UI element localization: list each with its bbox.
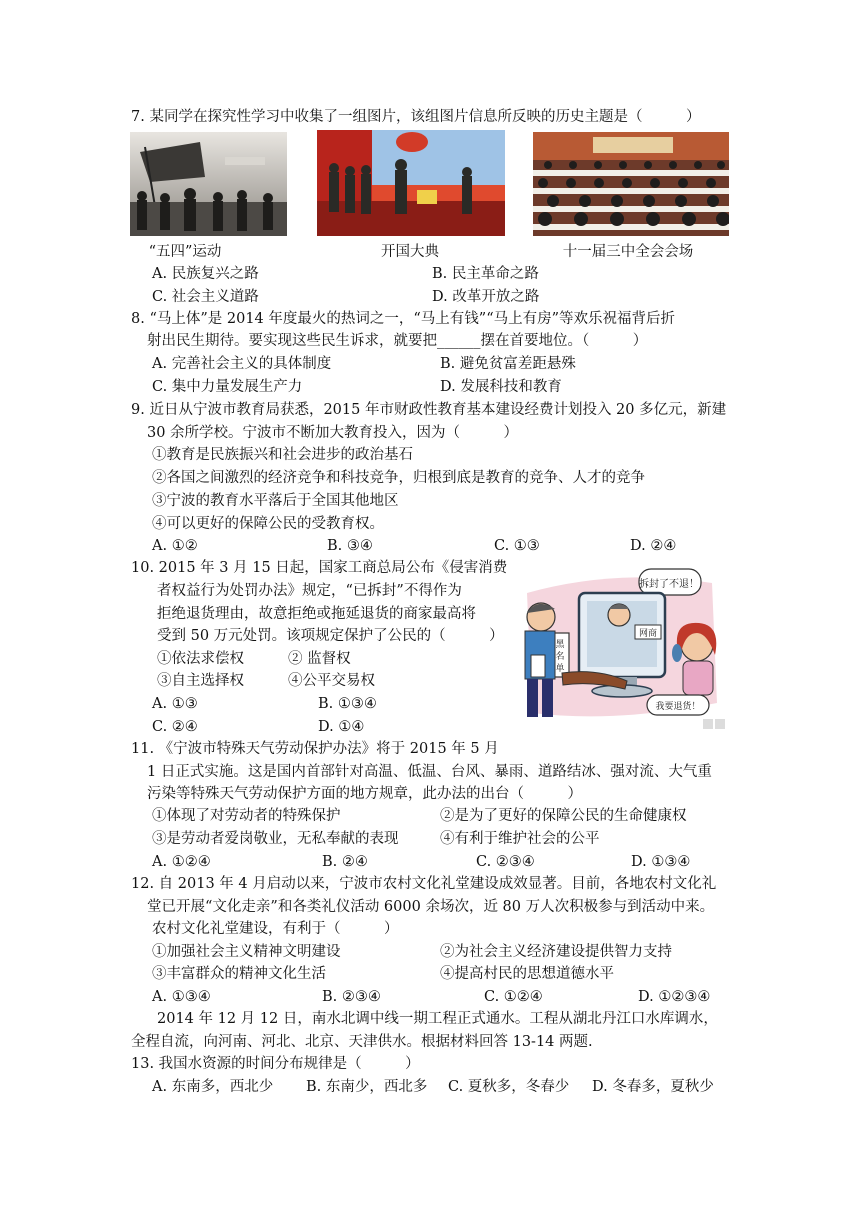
photo-third-plenum: [533, 132, 729, 236]
q13-stem: 13. 我国水资源的时间分布规律是（ ）: [131, 1056, 420, 1072]
photo-may-fourth: [130, 132, 287, 236]
caption-third-plenum: 十一届三中全会会场: [562, 244, 694, 260]
cartoon-screen-label: 网商: [638, 629, 658, 639]
q12-item-1: ①加强社会主义精神文明建设: [152, 944, 341, 960]
q11-item-4: ④有利于维护社会的公平: [440, 831, 600, 847]
q9-option-b: B. ③④: [327, 538, 373, 554]
q13-option-d: D. 冬春多，夏秋少: [592, 1079, 714, 1095]
q11-item-2: ②是为了更好的保障公民的生命健康权: [440, 808, 687, 824]
q8-option-a: A. 完善社会主义的具体制度: [152, 356, 332, 372]
q10-stem-line-2: 者权益行为处罚办法》规定，“已拆封”不得作为: [157, 583, 462, 599]
q10-stem-line-1: 10. 2015 年 3 月 15 日起，国家工商总局公布《侵害消费: [131, 560, 508, 576]
caption-may-fourth: “五四”运动: [148, 244, 222, 260]
q12-item-3: ③丰富群众的精神文化生活: [152, 966, 326, 982]
q13-option-c: C. 夏秋多，冬春少: [448, 1079, 570, 1095]
q11-item-3: ③是劳动者爱岗敬业，无私奉献的表现: [152, 831, 399, 847]
q12-stem-line-3: 农村文化礼堂建设，有利于（ ）: [152, 921, 399, 937]
q7-option-b: B. 民主革命之路: [432, 266, 539, 282]
cartoon-sign-line-2: 名: [555, 652, 565, 662]
q9-stem-line-1: 9. 近日从宁波市教育局获悉，2015 年市财政性教育基本建设经费计划投入 20 多亿元，新建: [131, 402, 727, 418]
q7-option-c: C. 社会主义道路: [152, 289, 259, 305]
q11-option-a: A. ①②④: [152, 854, 211, 870]
q11-stem-line-3: 污染等特殊天气劳动保护方面的地方规章，此办法的出台（ ）: [147, 786, 582, 802]
q11-stem-line-2: 1 日正式实施。这是国内首部针对高温、低温、台风、暴雨、道路结冰、强对流、大气重: [147, 764, 712, 780]
material-line-1: 2014 年 12 月 12 日，南水北调中线一期工程正式通水。工程从湖北丹江口水库调水，: [157, 1011, 718, 1027]
q10-option-d: D. ①④: [318, 719, 365, 735]
q11-option-d: D. ①③④: [631, 854, 691, 870]
q10-item-4: ④公平交易权: [288, 673, 375, 689]
q12-option-c: C. ①②④: [484, 989, 543, 1005]
material-line-2: 全程自流，向河南、河北、北京、天津供水。根据材料回答 13-14 两题.: [131, 1034, 593, 1050]
q12-item-2: ②为社会主义经济建设提供智力支持: [440, 944, 672, 960]
q8-stem-line-2: 射出民生期待。要实现这些民生诉求，就要把______摆在首要地位。（ ）: [147, 333, 648, 349]
q12-item-4: ④提高村民的思想道德水平: [440, 966, 614, 982]
cartoon-bubble-text: 拆封了不退！: [639, 579, 699, 590]
q9-item-1: ①教育是民族振兴和社会进步的政治基石: [152, 447, 413, 463]
consumer-cartoon: [507, 563, 729, 735]
q8-option-b: B. 避免贫富差距悬殊: [440, 356, 576, 372]
q13-option-b: B. 东南少，西北多: [306, 1079, 428, 1095]
q10-item-3: ③自主选择权: [157, 673, 244, 689]
q7-option-d: D. 改革开放之路: [432, 289, 540, 305]
q9-option-a: A. ①②: [152, 538, 198, 554]
q10-option-b: B. ①③④: [318, 696, 377, 712]
q13-option-a: A. 东南多，西北少: [152, 1079, 274, 1095]
q9-option-d: D. ②④: [630, 538, 677, 554]
q10-stem-line-4: 受到 50 万元处罚。该项规定保护了公民的（ ）: [157, 628, 504, 644]
q8-option-d: D. 发展科技和教育: [440, 379, 562, 395]
photo-founding-ceremony: [317, 130, 505, 236]
q10-option-c: C. ②④: [152, 719, 198, 735]
cartoon-sign-line-1: 黑: [555, 640, 565, 650]
q12-option-b: B. ②③④: [322, 989, 381, 1005]
q10-item-2: ② 监督权: [288, 651, 351, 667]
caption-founding-ceremony: 开国大典: [381, 244, 439, 260]
q12-option-d: D. ①②③④: [638, 989, 711, 1005]
q10-item-1: ①依法求偿权: [157, 651, 244, 667]
cartoon-return-text: 我要退货！: [655, 702, 701, 712]
q8-stem-line-1: 8. “马上体”是 2014 年度最火的热词之一，“马上有钱”“马上有房”等欢乐祝福背后折: [131, 311, 676, 327]
cartoon-sign-line-3: 单: [555, 664, 565, 674]
q9-item-2: ②各国之间激烈的经济竞争和科技竞争，归根到底是教育的竞争、人才的竞争: [152, 470, 645, 486]
q7-option-a: A. 民族复兴之路: [152, 266, 259, 282]
q11-option-c: C. ②③④: [476, 854, 535, 870]
q9-item-4: ④可以更好的保障公民的受教育权。: [152, 516, 384, 532]
q8-option-c: C. 集中力量发展生产力: [152, 379, 303, 395]
q10-stem-line-3: 拒绝退货理由，故意拒绝或拖延退货的商家最高将: [157, 606, 476, 622]
q9-stem-line-2: 30 余所学校。宁波市不断加大教育投入，因为（ ）: [147, 425, 519, 441]
q9-option-c: C. ①③: [494, 538, 540, 554]
q12-stem-line-2: 堂已开展“文化走亲”和各类礼仪活动 6000 余场次，近 80 万人次积极参与到活动中来。: [147, 899, 715, 915]
q11-option-b: B. ②④: [322, 854, 368, 870]
q9-item-3: ③宁波的教育水平落后于全国其他地区: [152, 493, 399, 509]
q7-stem: 7. 某同学在探究性学习中收集了一组图片，该组图片信息所反映的历史主题是（ ）: [131, 109, 701, 125]
q12-option-a: A. ①③④: [152, 989, 211, 1005]
q11-item-1: ①体现了对劳动者的特殊保护: [152, 808, 341, 824]
q11-stem-line-1: 11. 《宁波市特殊天气劳动保护办法》将于 2015 年 5 月: [131, 741, 499, 757]
q10-option-a: A. ①③: [152, 696, 198, 712]
q12-stem-line-1: 12. 自 2013 年 4 月启动以来，宁波市农村文化礼堂建设成效显著。目前，各地农村文化礼: [131, 876, 717, 892]
